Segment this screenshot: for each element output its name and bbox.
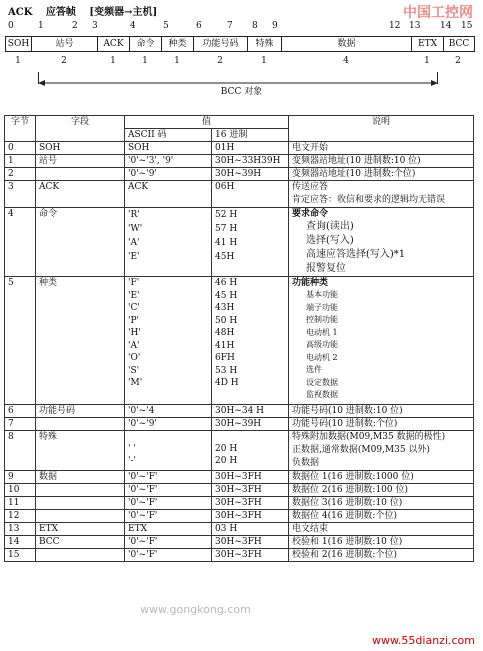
hex-cell bbox=[212, 523, 289, 536]
cell-line: 30H~3FH bbox=[215, 498, 262, 508]
desc-cell bbox=[289, 523, 474, 536]
byte-cell: 7 bbox=[5, 418, 36, 431]
byte-cell: 12 bbox=[5, 510, 36, 523]
cell-line: '0'~'3', '9' bbox=[128, 156, 174, 166]
field-cell: 数据 bbox=[36, 471, 125, 484]
byte-index: 0 bbox=[8, 21, 14, 31]
field-length: 4 bbox=[343, 56, 349, 66]
cell-line bbox=[215, 431, 285, 443]
cell-line: 报警复位 bbox=[306, 263, 346, 274]
cell-line: 特殊附加数据(M09,M35 数据的极性) bbox=[292, 432, 446, 442]
desc-cell bbox=[289, 208, 474, 277]
hex-cell bbox=[212, 549, 289, 562]
cell-line: 'R' bbox=[128, 210, 140, 220]
frame-subtitle: 应答帧 bbox=[45, 7, 76, 18]
hex-cell bbox=[212, 277, 289, 405]
desc-cell bbox=[289, 484, 474, 497]
field-length: 1 bbox=[142, 56, 148, 66]
desc-cell bbox=[289, 431, 474, 471]
table-row bbox=[5, 549, 474, 562]
col-byte-header: 字节 bbox=[5, 116, 36, 142]
cell-line: '-' bbox=[128, 456, 136, 466]
desc-cell bbox=[289, 155, 474, 168]
cell-line: 30H~3FH bbox=[215, 511, 262, 521]
hex-cell bbox=[212, 181, 289, 208]
frame-title: ACK bbox=[8, 7, 33, 18]
table-row bbox=[5, 155, 474, 168]
ascii-cell bbox=[125, 549, 212, 562]
cell-line: '0'~'F' bbox=[128, 472, 158, 482]
byte-index: 13 bbox=[409, 21, 421, 31]
hex-cell bbox=[212, 431, 289, 471]
desc-cell bbox=[289, 510, 474, 523]
cell-line: 20 H bbox=[215, 444, 238, 454]
frame-cell: 功能号码 bbox=[194, 37, 248, 51]
cell-line: 30H~33H39H bbox=[215, 156, 281, 166]
table-row bbox=[5, 181, 474, 208]
byte-cell: 6 bbox=[5, 405, 36, 418]
byte-cell: 11 bbox=[5, 497, 36, 510]
cell-line: 电动机 2 bbox=[306, 352, 338, 362]
byte-cell: 5 bbox=[5, 277, 36, 405]
cell-line: '0'~'F' bbox=[128, 511, 158, 521]
cell-line: '0'~'F' bbox=[128, 498, 158, 508]
ascii-cell bbox=[125, 181, 212, 208]
desc-cell bbox=[289, 536, 474, 549]
cell-line: 01H bbox=[215, 143, 235, 153]
cell-line: 46 H bbox=[215, 278, 238, 288]
cell-line: 功能号码(10 进制数:10 位) bbox=[292, 406, 403, 416]
cell-line: 数据位 2(16 进制数:100 位) bbox=[292, 485, 408, 495]
byte-index: 7 bbox=[227, 21, 233, 31]
cell-line: 基本功能 bbox=[306, 290, 338, 299]
cell-line: 负数据 bbox=[292, 458, 320, 468]
field-cell bbox=[36, 510, 125, 523]
logo-watermark: 中国工控网 bbox=[403, 5, 473, 21]
frame-direction: [变频器→主机] bbox=[89, 7, 158, 18]
field-cell: ACK bbox=[36, 181, 125, 208]
frame-cell: 特殊 bbox=[248, 37, 282, 51]
field-cell: BCC bbox=[36, 536, 125, 549]
col-desc-header: 说明 bbox=[289, 116, 474, 142]
hex-cell bbox=[212, 168, 289, 181]
cell-line: 端子功能 bbox=[306, 302, 338, 312]
ascii-cell bbox=[125, 142, 212, 155]
col-value-header: 值 bbox=[125, 116, 289, 129]
cell-line: 20 H bbox=[215, 456, 238, 466]
cell-line: '0'~'4 bbox=[128, 406, 155, 416]
field-cell: SOH bbox=[36, 142, 125, 155]
frame-cell: 站号 bbox=[32, 37, 98, 51]
cell-line: '0'~'F' bbox=[128, 550, 158, 560]
desc-cell bbox=[289, 471, 474, 484]
desc-title: 要求命令 bbox=[292, 209, 329, 219]
hex-cell bbox=[212, 471, 289, 484]
cell-line: 'M' bbox=[128, 378, 143, 388]
cell-line: 52 H bbox=[215, 210, 238, 220]
cell-line: 数据位 3(16 进制数:10 位) bbox=[292, 498, 403, 508]
field-cell: 特殊 bbox=[36, 431, 125, 471]
hex-cell bbox=[212, 155, 289, 168]
cell-line: 45 H bbox=[215, 290, 238, 301]
cell-line: SOH bbox=[128, 143, 150, 153]
frame-cell: 种类 bbox=[162, 37, 194, 51]
cell-line: 选件 bbox=[306, 365, 322, 374]
frame-cell: BCC bbox=[448, 39, 470, 49]
cell-line: 校验和 1(16 进制数:10 位) bbox=[292, 537, 403, 547]
desc-cell bbox=[289, 405, 474, 418]
cell-line: 变频器站地址(10 进制数:10 位) bbox=[292, 156, 421, 166]
byte-cell: 1 bbox=[5, 155, 36, 168]
hex-cell bbox=[212, 142, 289, 155]
ascii-cell bbox=[125, 471, 212, 484]
cell-line: 传送应答 bbox=[292, 182, 329, 192]
cell-line: ' ' bbox=[128, 444, 136, 454]
ascii-cell bbox=[125, 418, 212, 431]
field-cell: 站号 bbox=[36, 155, 125, 168]
byte-cell: 15 bbox=[5, 549, 36, 562]
desc-cell bbox=[289, 168, 474, 181]
desc-cell bbox=[289, 142, 474, 155]
field-cell bbox=[36, 549, 125, 562]
cell-line: 设定数据 bbox=[306, 377, 338, 387]
cell-line: 4D H bbox=[215, 378, 239, 388]
cell-line: 57 H bbox=[215, 224, 238, 234]
ascii-cell bbox=[125, 431, 212, 471]
cell-line: 高级功能 bbox=[306, 340, 338, 349]
ack-frame-table bbox=[4, 115, 474, 562]
frame-diagram bbox=[5, 36, 475, 52]
col-ascii-header: ASCII 码 bbox=[125, 129, 212, 142]
cell-line: '0'~'F' bbox=[128, 537, 158, 547]
cell-line: 变频器站地址(10 进制数:个位) bbox=[292, 169, 416, 179]
cell-line: 'H' bbox=[128, 328, 141, 338]
field-length: 2 bbox=[217, 56, 223, 66]
cell-line: ACK bbox=[128, 182, 149, 192]
table-row bbox=[5, 405, 474, 418]
cell-line: 'F' bbox=[128, 278, 140, 288]
field-cell bbox=[36, 418, 125, 431]
desc-title: 功能种类 bbox=[292, 278, 329, 288]
byte-cell: 4 bbox=[5, 208, 36, 277]
cell-line: 'O' bbox=[128, 353, 141, 363]
hex-cell bbox=[212, 510, 289, 523]
byte-index: 1 bbox=[38, 21, 44, 31]
cell-line: 45H bbox=[215, 252, 235, 262]
url-watermark-2: www.55dianzi.com bbox=[371, 634, 475, 647]
field-length: 1 bbox=[424, 56, 430, 66]
table-row bbox=[5, 510, 474, 523]
url-watermark-1: www.gongkong.com bbox=[140, 603, 251, 616]
field-length: 1 bbox=[261, 56, 267, 66]
table-row bbox=[5, 142, 474, 155]
field-length: 1 bbox=[15, 56, 21, 66]
cell-line: 数据位 4(16 进制数:个位) bbox=[292, 511, 397, 521]
ascii-cell bbox=[125, 536, 212, 549]
table-row bbox=[5, 168, 474, 181]
frame-cell: 命令 bbox=[130, 37, 162, 51]
byte-cell: 9 bbox=[5, 471, 36, 484]
byte-index: 3 bbox=[92, 21, 98, 31]
cell-line: 控制功能 bbox=[306, 315, 338, 324]
byte-cell: 14 bbox=[5, 536, 36, 549]
byte-index: 4 bbox=[130, 21, 136, 31]
cell-line: 校验和 2(16 进制数:个位) bbox=[292, 550, 397, 560]
cell-line: 03 H bbox=[215, 524, 238, 534]
cell-line: 选择(写入) bbox=[306, 235, 354, 246]
cell-line: 监视数据 bbox=[306, 390, 338, 399]
cell-line: 电文结束 bbox=[292, 524, 329, 534]
field-cell: 命令 bbox=[36, 208, 125, 277]
cell-line: '0'~'9' bbox=[128, 169, 157, 179]
hex-cell bbox=[212, 418, 289, 431]
col-hex-header: 16 进制 bbox=[212, 129, 289, 142]
cell-line: 'E' bbox=[128, 290, 140, 301]
frame-cell: 数据 bbox=[282, 37, 412, 51]
byte-index: 6 bbox=[196, 21, 202, 31]
cell-line: 电文开始 bbox=[292, 143, 329, 153]
cell-line: 50 H bbox=[215, 315, 238, 326]
table-row bbox=[5, 418, 474, 431]
byte-cell: 8 bbox=[5, 431, 36, 471]
hex-cell bbox=[212, 497, 289, 510]
cell-line: 41 H bbox=[215, 238, 238, 248]
byte-index: 2 bbox=[72, 21, 78, 31]
byte-index: 9 bbox=[272, 21, 278, 31]
table-row bbox=[5, 431, 474, 471]
table-row bbox=[5, 277, 474, 405]
cell-line: 'S' bbox=[128, 365, 140, 376]
field-cell bbox=[36, 484, 125, 497]
cell-line: 查询(读出) bbox=[306, 221, 354, 232]
cell-line: 30H~3FH bbox=[215, 537, 262, 547]
cell-line: ETX bbox=[128, 524, 147, 534]
ascii-cell bbox=[125, 484, 212, 497]
byte-cell: 0 bbox=[5, 142, 36, 155]
byte-index: 5 bbox=[163, 21, 169, 31]
field-cell bbox=[36, 168, 125, 181]
cell-line: 功能号码(10 进制数:个位) bbox=[292, 419, 398, 429]
cell-line: 高速应答选择(写入)*1 bbox=[306, 249, 406, 260]
frame-cell: ETX bbox=[412, 37, 444, 51]
cell-line: 'C' bbox=[128, 303, 140, 313]
hex-cell bbox=[212, 405, 289, 418]
cell-line: 30H~39H bbox=[215, 419, 262, 429]
cell-line: '0'~'9' bbox=[128, 419, 157, 429]
cell-line: 电动机 1 bbox=[306, 327, 338, 337]
field-cell bbox=[36, 497, 125, 510]
bcc-label: BCC 对象 bbox=[220, 87, 263, 97]
cell-line: 6FH bbox=[215, 353, 235, 363]
cell-line: 肯定应答：收信和要求的逻辑均无错误 bbox=[292, 195, 446, 205]
byte-cell: 10 bbox=[5, 484, 36, 497]
desc-cell bbox=[289, 497, 474, 510]
cell-line: 30H~3FH bbox=[215, 550, 262, 560]
cell-line: 53 H bbox=[215, 365, 238, 376]
frame-cell: ACK bbox=[98, 37, 130, 51]
cell-line: 30H~3FH bbox=[215, 472, 262, 482]
cell-line: 正数据,通常数据(M09,M35 以外) bbox=[292, 445, 430, 455]
field-length: 1 bbox=[110, 56, 116, 66]
frame-cell: SOH bbox=[6, 37, 32, 51]
table-row bbox=[5, 471, 474, 484]
cell-line: 30H~34 H bbox=[215, 406, 265, 416]
desc-cell bbox=[289, 549, 474, 562]
hex-cell bbox=[212, 536, 289, 549]
byte-cell: 13 bbox=[5, 523, 36, 536]
cell-line: 43H bbox=[215, 303, 235, 313]
ascii-cell bbox=[125, 277, 212, 405]
cell-line: 41H bbox=[215, 340, 235, 351]
desc-cell bbox=[289, 181, 474, 208]
table-row bbox=[5, 208, 474, 277]
ascii-cell bbox=[125, 497, 212, 510]
table-row bbox=[5, 484, 474, 497]
desc-cell bbox=[289, 277, 474, 405]
desc-cell bbox=[289, 418, 474, 431]
cell-line: 'P' bbox=[128, 315, 140, 326]
ascii-cell bbox=[125, 523, 212, 536]
ascii-cell bbox=[125, 168, 212, 181]
frame-header bbox=[8, 3, 167, 18]
hex-cell bbox=[212, 208, 289, 277]
table-row bbox=[5, 497, 474, 510]
cell-line: 48H bbox=[215, 328, 235, 338]
ascii-cell bbox=[125, 405, 212, 418]
cell-line: 'A' bbox=[128, 340, 140, 351]
byte-index: 15 bbox=[461, 21, 473, 31]
field-cell: 种类 bbox=[36, 277, 125, 405]
cell-line: 06H bbox=[215, 182, 235, 192]
byte-index: 14 bbox=[440, 21, 452, 31]
field-length: 2 bbox=[61, 56, 67, 66]
cell-line bbox=[128, 431, 208, 443]
col-field-header: 字段 bbox=[36, 116, 125, 142]
table-row bbox=[5, 523, 474, 536]
cell-line: 30H~3FH bbox=[215, 485, 262, 495]
hex-cell bbox=[212, 484, 289, 497]
field-cell: 功能号码 bbox=[36, 405, 125, 418]
cell-line: 'E' bbox=[128, 252, 140, 262]
byte-cell: 2 bbox=[5, 168, 36, 181]
field-length: 2 bbox=[455, 56, 461, 66]
ascii-cell bbox=[125, 510, 212, 523]
cell-line: 'W' bbox=[128, 224, 143, 234]
field-length: 1 bbox=[174, 56, 180, 66]
field-cell: ETX bbox=[36, 523, 125, 536]
ascii-cell bbox=[125, 155, 212, 168]
ascii-cell bbox=[125, 208, 212, 277]
table-row bbox=[5, 536, 474, 549]
byte-index: 8 bbox=[252, 21, 258, 31]
byte-cell: 3 bbox=[5, 181, 36, 208]
cell-line: 'A' bbox=[128, 238, 140, 248]
cell-line: 数据位 1(16 进制数:1000 位) bbox=[292, 472, 414, 482]
byte-index: 12 bbox=[389, 21, 401, 31]
cell-line: 30H~39H bbox=[215, 169, 262, 179]
cell-line: '0'~'F' bbox=[128, 485, 158, 495]
